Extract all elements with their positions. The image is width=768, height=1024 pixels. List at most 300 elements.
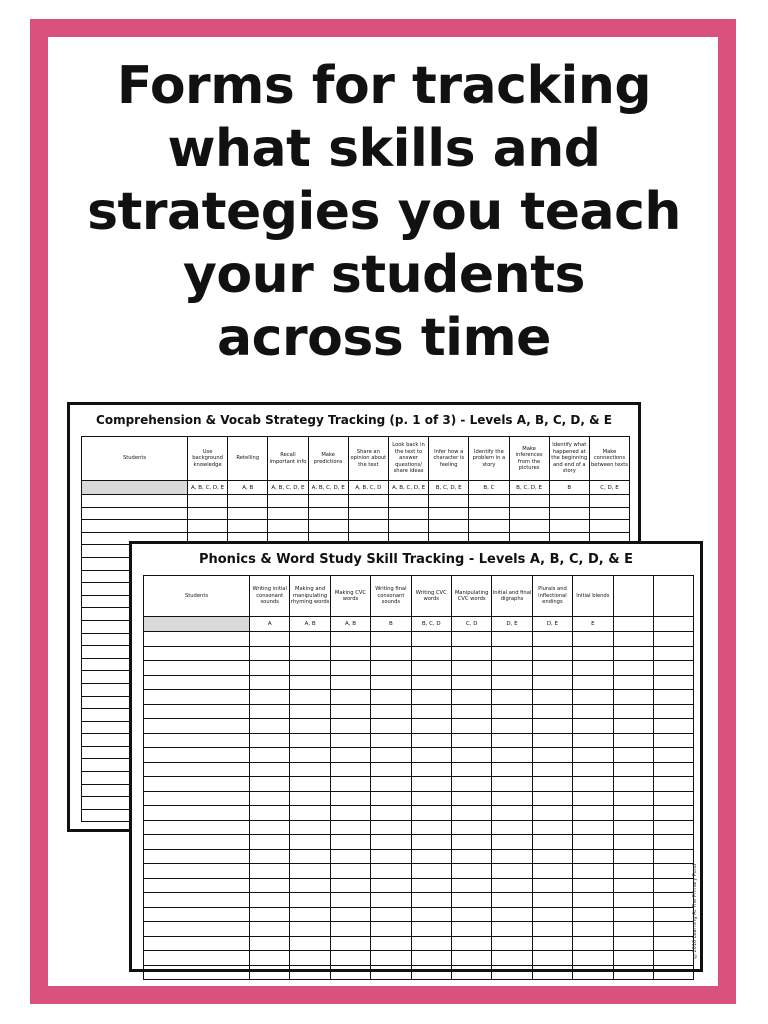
empty-cell bbox=[188, 507, 228, 520]
empty-cell bbox=[451, 893, 491, 908]
empty-cell bbox=[411, 719, 451, 734]
empty-cell bbox=[589, 520, 629, 533]
student-row bbox=[144, 936, 694, 951]
empty-cell bbox=[613, 632, 653, 647]
skill-header: Writing final consonant sounds bbox=[371, 576, 411, 617]
empty-cell bbox=[411, 690, 451, 705]
phonics-tracking-sheet bbox=[129, 541, 703, 972]
empty-cell bbox=[532, 704, 572, 719]
student-row bbox=[144, 646, 694, 661]
empty-cell bbox=[613, 835, 653, 850]
empty-cell bbox=[411, 661, 451, 676]
shaded-cell bbox=[144, 617, 250, 632]
empty-cell bbox=[371, 733, 411, 748]
empty-cell bbox=[613, 661, 653, 676]
student-row bbox=[144, 849, 694, 864]
empty-cell bbox=[290, 951, 330, 966]
empty-cell bbox=[451, 791, 491, 806]
empty-cell bbox=[532, 922, 572, 937]
empty-cell bbox=[653, 835, 693, 850]
empty-cell bbox=[290, 806, 330, 821]
empty-cell bbox=[330, 806, 370, 821]
level-cell: A, B, C, D bbox=[348, 481, 388, 495]
student-row bbox=[144, 878, 694, 893]
empty-cell bbox=[371, 806, 411, 821]
empty-cell bbox=[451, 704, 491, 719]
empty-cell bbox=[371, 748, 411, 763]
empty-cell bbox=[290, 878, 330, 893]
phonics-sheet-title: Phonics & Word Study Skill Tracking - Levels A, B, C, D, & E bbox=[198, 552, 634, 567]
empty-cell bbox=[250, 777, 290, 792]
students-header: Students bbox=[82, 437, 188, 481]
level-cell: B, C, D, E bbox=[429, 481, 469, 495]
skill-header: Initial blends bbox=[573, 576, 613, 617]
empty-cell bbox=[653, 907, 693, 922]
empty-cell bbox=[290, 748, 330, 763]
empty-cell bbox=[613, 704, 653, 719]
empty-cell bbox=[613, 777, 653, 792]
empty-cell bbox=[371, 762, 411, 777]
empty-cell bbox=[492, 820, 532, 835]
empty-cell bbox=[573, 748, 613, 763]
empty-cell bbox=[532, 690, 572, 705]
empty-cell bbox=[492, 733, 532, 748]
empty-cell bbox=[613, 762, 653, 777]
empty-cell bbox=[388, 495, 428, 508]
empty-cell bbox=[371, 907, 411, 922]
empty-cell bbox=[411, 733, 451, 748]
empty-cell bbox=[250, 632, 290, 647]
empty-cell bbox=[330, 791, 370, 806]
empty-cell bbox=[371, 675, 411, 690]
empty-cell bbox=[451, 922, 491, 937]
empty-cell bbox=[451, 849, 491, 864]
empty-cell bbox=[429, 507, 469, 520]
empty-cell bbox=[613, 690, 653, 705]
empty-cell bbox=[429, 495, 469, 508]
level-cell: A, B, C, D, E bbox=[388, 481, 428, 495]
empty-cell bbox=[451, 835, 491, 850]
empty-cell bbox=[451, 748, 491, 763]
student-row bbox=[144, 704, 694, 719]
student-row bbox=[144, 632, 694, 647]
empty-cell bbox=[492, 922, 532, 937]
empty-cell bbox=[268, 507, 308, 520]
empty-cell bbox=[250, 719, 290, 734]
empty-cell bbox=[250, 733, 290, 748]
empty-cell bbox=[330, 965, 370, 980]
empty-cell bbox=[371, 951, 411, 966]
empty-cell bbox=[589, 507, 629, 520]
empty-cell bbox=[330, 820, 370, 835]
empty-cell bbox=[613, 893, 653, 908]
empty-cell bbox=[250, 951, 290, 966]
level-cell: C, D bbox=[451, 617, 491, 632]
skill-header: Identify the problem in a story bbox=[469, 437, 509, 481]
empty-cell bbox=[348, 520, 388, 533]
empty-cell bbox=[653, 704, 693, 719]
level-cell: A, B, C, D, E bbox=[188, 481, 228, 495]
skill-header: Writing CVC words bbox=[411, 576, 451, 617]
empty-cell bbox=[613, 646, 653, 661]
empty-cell bbox=[144, 777, 250, 792]
empty-cell bbox=[330, 719, 370, 734]
empty-cell bbox=[492, 965, 532, 980]
empty-cell bbox=[613, 733, 653, 748]
level-cell: B bbox=[549, 481, 589, 495]
empty-cell bbox=[492, 936, 532, 951]
empty-cell bbox=[144, 733, 250, 748]
empty-cell bbox=[532, 835, 572, 850]
empty-cell bbox=[653, 661, 693, 676]
empty-cell bbox=[532, 820, 572, 835]
empty-cell bbox=[492, 748, 532, 763]
empty-cell bbox=[653, 922, 693, 937]
empty-cell bbox=[532, 733, 572, 748]
empty-cell bbox=[451, 878, 491, 893]
empty-cell bbox=[573, 632, 613, 647]
level-cell: A, B, C, D, E bbox=[268, 481, 308, 495]
empty-cell bbox=[308, 507, 348, 520]
empty-cell bbox=[532, 864, 572, 879]
empty-cell bbox=[509, 495, 549, 508]
empty-cell bbox=[348, 495, 388, 508]
header-row bbox=[144, 576, 694, 617]
empty-cell bbox=[290, 835, 330, 850]
empty-cell bbox=[573, 965, 613, 980]
empty-cell bbox=[613, 806, 653, 821]
empty-cell bbox=[330, 893, 370, 908]
empty-cell bbox=[290, 632, 330, 647]
empty-cell bbox=[653, 820, 693, 835]
empty-cell bbox=[613, 864, 653, 879]
empty-cell bbox=[144, 951, 250, 966]
empty-cell bbox=[188, 495, 228, 508]
empty-cell bbox=[82, 507, 188, 520]
level-cell bbox=[653, 617, 693, 632]
empty-cell bbox=[573, 907, 613, 922]
student-row bbox=[144, 951, 694, 966]
empty-cell bbox=[290, 849, 330, 864]
empty-cell bbox=[330, 922, 370, 937]
empty-cell bbox=[653, 719, 693, 734]
empty-cell bbox=[371, 864, 411, 879]
empty-cell bbox=[250, 675, 290, 690]
empty-cell bbox=[228, 495, 268, 508]
empty-cell bbox=[532, 878, 572, 893]
empty-cell bbox=[492, 661, 532, 676]
empty-cell bbox=[330, 835, 370, 850]
empty-cell bbox=[613, 936, 653, 951]
empty-cell bbox=[250, 864, 290, 879]
empty-cell bbox=[411, 907, 451, 922]
empty-cell bbox=[144, 661, 250, 676]
empty-cell bbox=[250, 704, 290, 719]
empty-cell bbox=[653, 646, 693, 661]
empty-cell bbox=[492, 704, 532, 719]
empty-cell bbox=[451, 690, 491, 705]
empty-cell bbox=[411, 632, 451, 647]
empty-cell bbox=[144, 965, 250, 980]
skill-header: Recall important info bbox=[268, 437, 308, 481]
empty-cell bbox=[573, 661, 613, 676]
empty-cell bbox=[411, 762, 451, 777]
empty-cell bbox=[250, 878, 290, 893]
empty-cell bbox=[188, 520, 228, 533]
skill-header bbox=[613, 576, 653, 617]
skill-header: Make predictions bbox=[308, 437, 348, 481]
empty-cell bbox=[371, 690, 411, 705]
empty-cell bbox=[290, 704, 330, 719]
empty-cell bbox=[330, 777, 370, 792]
shaded-cell bbox=[82, 481, 188, 495]
empty-cell bbox=[144, 791, 250, 806]
empty-cell bbox=[653, 748, 693, 763]
empty-cell bbox=[532, 646, 572, 661]
empty-cell bbox=[451, 806, 491, 821]
empty-cell bbox=[653, 777, 693, 792]
empty-cell bbox=[250, 922, 290, 937]
empty-cell bbox=[371, 661, 411, 676]
level-cell: C, D, E bbox=[589, 481, 629, 495]
student-row bbox=[144, 965, 694, 980]
empty-cell bbox=[388, 507, 428, 520]
empty-cell bbox=[250, 690, 290, 705]
empty-cell bbox=[144, 893, 250, 908]
empty-cell bbox=[371, 849, 411, 864]
empty-cell bbox=[371, 893, 411, 908]
empty-cell bbox=[250, 849, 290, 864]
empty-cell bbox=[653, 675, 693, 690]
empty-cell bbox=[532, 675, 572, 690]
empty-cell bbox=[411, 965, 451, 980]
headline-line: Forms for tracking bbox=[116, 56, 652, 116]
empty-cell bbox=[371, 646, 411, 661]
empty-cell bbox=[492, 806, 532, 821]
empty-cell bbox=[330, 864, 370, 879]
empty-cell bbox=[653, 864, 693, 879]
empty-cell bbox=[144, 806, 250, 821]
student-row bbox=[144, 820, 694, 835]
empty-cell bbox=[653, 806, 693, 821]
empty-cell bbox=[492, 864, 532, 879]
empty-cell bbox=[371, 922, 411, 937]
empty-cell bbox=[290, 646, 330, 661]
empty-cell bbox=[613, 907, 653, 922]
empty-cell bbox=[290, 864, 330, 879]
empty-cell bbox=[250, 893, 290, 908]
empty-cell bbox=[492, 719, 532, 734]
empty-cell bbox=[573, 849, 613, 864]
level-cell: B bbox=[371, 617, 411, 632]
skill-header: Retelling bbox=[228, 437, 268, 481]
student-row bbox=[144, 907, 694, 922]
empty-cell bbox=[371, 777, 411, 792]
empty-cell bbox=[250, 965, 290, 980]
empty-cell bbox=[411, 675, 451, 690]
empty-cell bbox=[330, 690, 370, 705]
empty-cell bbox=[144, 762, 250, 777]
empty-cell bbox=[532, 936, 572, 951]
empty-cell bbox=[411, 864, 451, 879]
empty-cell bbox=[451, 951, 491, 966]
empty-cell bbox=[250, 762, 290, 777]
empty-cell bbox=[250, 791, 290, 806]
empty-cell bbox=[411, 878, 451, 893]
level-cell: A, B bbox=[228, 481, 268, 495]
student-row bbox=[144, 806, 694, 821]
empty-cell bbox=[371, 719, 411, 734]
empty-cell bbox=[573, 675, 613, 690]
empty-cell bbox=[308, 520, 348, 533]
empty-cell bbox=[492, 849, 532, 864]
student-row bbox=[82, 520, 630, 533]
empty-cell bbox=[451, 733, 491, 748]
empty-cell bbox=[653, 893, 693, 908]
empty-cell bbox=[371, 820, 411, 835]
empty-cell bbox=[411, 936, 451, 951]
empty-cell bbox=[290, 893, 330, 908]
empty-cell bbox=[613, 951, 653, 966]
empty-cell bbox=[388, 520, 428, 533]
empty-cell bbox=[250, 646, 290, 661]
empty-cell bbox=[330, 704, 370, 719]
empty-cell bbox=[613, 820, 653, 835]
empty-cell bbox=[144, 748, 250, 763]
empty-cell bbox=[573, 777, 613, 792]
skill-header: Plurals and inflectional endings bbox=[532, 576, 572, 617]
headline-line: what skills and bbox=[167, 119, 601, 179]
empty-cell bbox=[549, 495, 589, 508]
empty-cell bbox=[330, 849, 370, 864]
student-row bbox=[144, 675, 694, 690]
skill-header: Making CVC words bbox=[330, 576, 370, 617]
empty-cell bbox=[371, 965, 411, 980]
levels-row bbox=[144, 617, 694, 632]
copyright-credit: ©2016 Learning At The Primary Pond bbox=[692, 864, 698, 959]
empty-cell bbox=[144, 820, 250, 835]
empty-cell bbox=[290, 675, 330, 690]
empty-cell bbox=[250, 748, 290, 763]
student-row bbox=[144, 748, 694, 763]
empty-cell bbox=[532, 632, 572, 647]
level-cell: B, C, D bbox=[411, 617, 451, 632]
empty-cell bbox=[549, 507, 589, 520]
empty-cell bbox=[451, 936, 491, 951]
empty-cell bbox=[330, 748, 370, 763]
empty-cell bbox=[653, 936, 693, 951]
empty-cell bbox=[613, 922, 653, 937]
level-cell: A, B, C, D, E bbox=[308, 481, 348, 495]
student-row bbox=[144, 922, 694, 937]
headline-line: across time bbox=[217, 308, 551, 368]
empty-cell bbox=[653, 965, 693, 980]
empty-cell bbox=[411, 646, 451, 661]
skill-header: Make inferences from the pictures bbox=[509, 437, 549, 481]
empty-cell bbox=[492, 777, 532, 792]
empty-cell bbox=[532, 907, 572, 922]
empty-cell bbox=[290, 907, 330, 922]
student-row bbox=[144, 661, 694, 676]
students-header: Students bbox=[144, 576, 250, 617]
empty-cell bbox=[411, 951, 451, 966]
empty-cell bbox=[532, 661, 572, 676]
empty-cell bbox=[411, 849, 451, 864]
empty-cell bbox=[573, 733, 613, 748]
empty-cell bbox=[653, 632, 693, 647]
empty-cell bbox=[613, 675, 653, 690]
empty-cell bbox=[250, 835, 290, 850]
empty-cell bbox=[532, 951, 572, 966]
empty-cell bbox=[451, 762, 491, 777]
empty-cell bbox=[290, 690, 330, 705]
student-row bbox=[144, 690, 694, 705]
empty-cell bbox=[411, 777, 451, 792]
empty-cell bbox=[573, 791, 613, 806]
empty-cell bbox=[144, 704, 250, 719]
empty-cell bbox=[371, 878, 411, 893]
student-row bbox=[144, 893, 694, 908]
empty-cell bbox=[330, 951, 370, 966]
empty-cell bbox=[411, 791, 451, 806]
empty-cell bbox=[290, 791, 330, 806]
empty-cell bbox=[573, 719, 613, 734]
empty-cell bbox=[451, 864, 491, 879]
student-row bbox=[144, 777, 694, 792]
empty-cell bbox=[532, 791, 572, 806]
empty-cell bbox=[573, 704, 613, 719]
empty-cell bbox=[330, 878, 370, 893]
empty-cell bbox=[589, 495, 629, 508]
empty-cell bbox=[451, 777, 491, 792]
skill-header bbox=[653, 576, 693, 617]
empty-cell bbox=[228, 507, 268, 520]
skill-header: Identify what happened at the beginning and end of a story bbox=[549, 437, 589, 481]
student-row bbox=[82, 495, 630, 508]
empty-cell bbox=[330, 733, 370, 748]
empty-cell bbox=[573, 922, 613, 937]
empty-cell bbox=[573, 762, 613, 777]
empty-cell bbox=[451, 719, 491, 734]
headline-line: strategies you teach bbox=[87, 182, 681, 242]
empty-cell bbox=[371, 835, 411, 850]
empty-cell bbox=[144, 719, 250, 734]
empty-cell bbox=[492, 893, 532, 908]
header-row bbox=[82, 437, 630, 481]
levels-row bbox=[82, 481, 630, 495]
empty-cell bbox=[290, 820, 330, 835]
skill-header: Infer how a character is feeling bbox=[429, 437, 469, 481]
empty-cell bbox=[268, 495, 308, 508]
level-cell: B, C bbox=[469, 481, 509, 495]
empty-cell bbox=[532, 777, 572, 792]
empty-cell bbox=[653, 791, 693, 806]
empty-cell bbox=[653, 951, 693, 966]
empty-cell bbox=[290, 777, 330, 792]
skill-header: Making and manipulating rhyming words bbox=[290, 576, 330, 617]
empty-cell bbox=[492, 878, 532, 893]
empty-cell bbox=[250, 806, 290, 821]
empty-cell bbox=[250, 661, 290, 676]
empty-cell bbox=[653, 690, 693, 705]
empty-cell bbox=[228, 520, 268, 533]
empty-cell bbox=[492, 951, 532, 966]
empty-cell bbox=[492, 762, 532, 777]
headline bbox=[0, 55, 768, 370]
empty-cell bbox=[330, 661, 370, 676]
empty-cell bbox=[451, 646, 491, 661]
empty-cell bbox=[573, 646, 613, 661]
